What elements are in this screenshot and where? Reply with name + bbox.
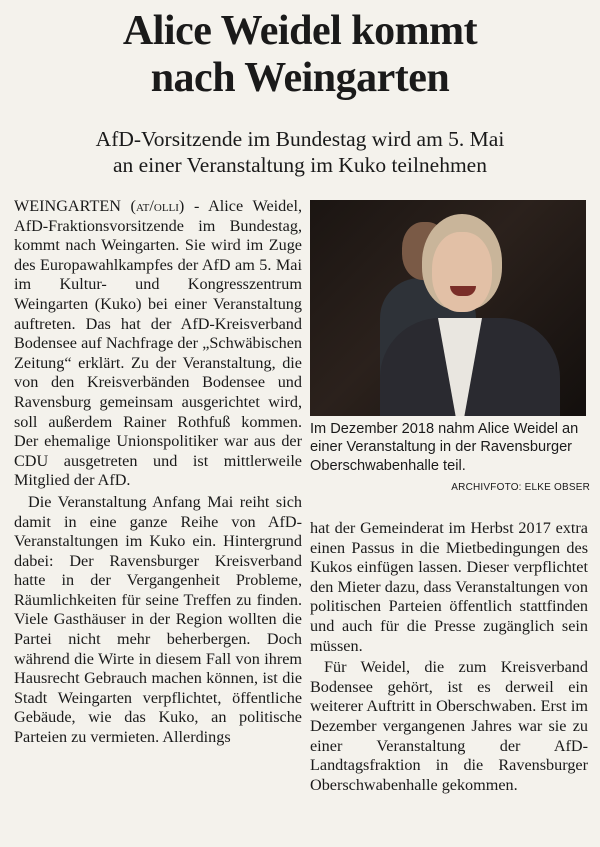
article-column-left — [14, 197, 302, 748]
subhead-line-1: AfD-Vorsitzende im Bundestag wird am 5. Mai — [95, 127, 505, 151]
photo-caption — [310, 420, 590, 498]
dateline: WEINGARTEN (at/olli) — [14, 197, 185, 215]
photo-credit: ARCHIVFOTO: ELKE OBSER — [451, 482, 590, 494]
caption-text: Im Dezember 2018 nahm Alice Weidel an einer Veranstaltung in der Ravensburger Oberschwabenhalle teil. — [310, 421, 579, 474]
headline-line-2: nach Weingarten — [150, 55, 450, 101]
headline-line-1: Alice Weidel kommt — [122, 8, 478, 54]
article-photo — [310, 200, 586, 416]
paragraph-1-text: - Alice Weidel, AfD-Fraktionsvorsitzende im Bundestag, kommt nach Weingarten. Sie wird im Zuge des Europawahlkampfes der AfD am 5. Mai im Kultur- und Kongresszentrum Weingarten (Kuko) bei einer Veranstaltung auftreten. Das hat der AfD-Kreisverband Bodensee auf Nachfrage der „Schwäbischen Zeitung“ erklärt. Zu der Veranstaltung, die von den Kreisverbänden Bodensee und Ravensburg gemeinsam ausgerichtet wird, soll außerdem Rainer Rothfuß kommen. Der ehemalige Unionspolitiker war aus der CDU ausgetreten und ist mittlerweile Mitglied der AfD. — [14, 197, 302, 490]
paragraph-4: Für Weidel, die zum Kreisverband Bodensee gehört, ist es derweil ein weiterer Auftritt in Oberschwaben. Erst im Dezember vergangenen Jahres war sie zu einer Veranstaltung der AfD-Landtagsfraktion in die Ravensburger Oberschwabenhalle gekommen. — [310, 658, 588, 794]
article-column-right — [310, 519, 588, 795]
subheadline — [0, 126, 600, 178]
paragraph-1 — [14, 197, 302, 491]
paragraph-3: hat der Gemeinderat im Herbst 2017 extra einen Passus in die Mietbedingungen des Kukos einfügen lassen. Dieser verpflichtet den Mieter dazu, dass Veranstaltungen von politischen Parteien öffentlich stattfinden und auch für die Presse zugänglich sein müssen. — [310, 519, 588, 655]
paragraph-2: Die Veranstaltung Anfang Mai reiht sich damit in eine ganze Reihe von AfD-Veranstaltungen im Kuko ein. Hintergrund dabei: Der Ravensburger Kreisverband hatte in der Vergangenheit Probleme, Räumlichkeiten für seine Treffen zu finden. Viele Gasthäuser in der Region wollten die Partei nicht mehr beherbergen. Doch während die Wirte in diesem Fall von ihrem Hausrecht Gebrauch machen können, ist die Stadt Weingarten verpflichtet, öffentliche Gebäude, wie das Kuko, an politische Parteien zu vermieten. Allerdings — [14, 492, 302, 747]
subhead-line-2: an einer Veranstaltung im Kuko teilnehmen — [113, 153, 487, 177]
photo-subject-face — [432, 232, 492, 312]
headline — [0, 8, 600, 102]
